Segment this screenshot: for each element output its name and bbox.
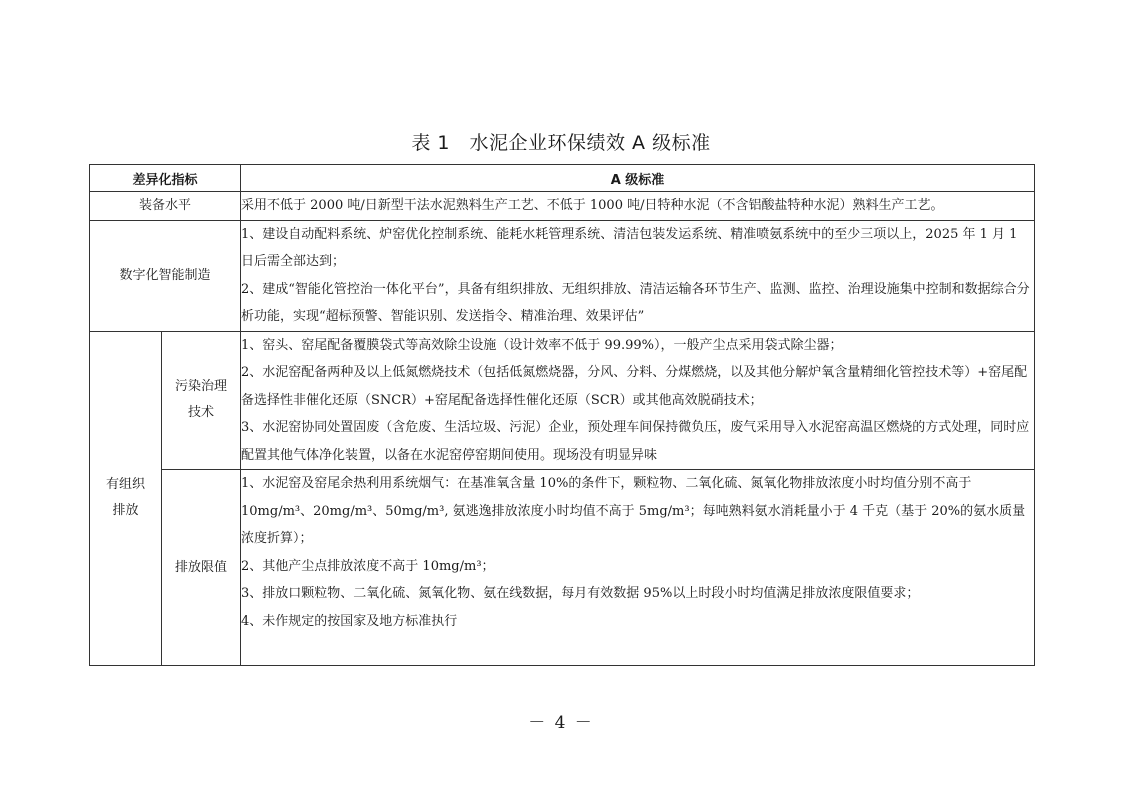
pollution-line-2: 2、水泥窑配备两种及以上低氮燃烧技术（包括低氮燃烧器，分风、分料、分煤燃烧，以及其他分解炉氧含量精细化管控技术等）+窑尾配备选择性非催化还原（SNCR）+窑尾配备选择性催化还原（SCR）或其他高效脱硝技术；: [241, 365, 1028, 408]
table-row-pollution-control: [90, 331, 1035, 470]
emission-line-2: 2、其他产尘点排放浓度不高于 10mg/m³；: [241, 558, 495, 574]
emission-limit-label: 排放限值: [162, 470, 241, 666]
digital-line-2: 2、建成“智能化管控治一体化平台”，具备有组织排放、无组织排放、清洁运输各环节生产、监测、监控、治理设施集中控制和数据综合分析功能，实现“超标预警、智能识别、发送指令、精准治理、效果评估”: [241, 281, 1030, 324]
page-number: － 4 －: [528, 713, 594, 733]
pollution-line-3: 3、水泥窑协同处置固废（含危废、生活垃圾、污泥）企业，预处理车间保持微负压，废气采用导入水泥窑高温区燃烧的方式处理，同时应配置其他气体净化装置，以备在水泥窑停窑期间使用。现场没有明显异味: [241, 420, 1030, 463]
table-row-digital: [90, 220, 1035, 331]
table-row-emission-limit: [90, 470, 1035, 666]
page-title: 表 1 水泥企业环保绩效 A 级标准: [411, 132, 711, 154]
pollution-label-line-1: 污染治理: [175, 379, 228, 395]
organized-label-line-1: 有组织: [105, 477, 145, 493]
digital-label: 数字化智能制造: [90, 220, 241, 331]
pollution-line-1: 1、窑头、窑尾配备覆膜袋式等高效除尘设施（设计效率不低于 99.99%），一般产尘点采用袋式除尘器；: [241, 337, 843, 353]
emission-line-1: 1、水泥窑及窑尾余热利用系统烟气：在基准氧含量 10%的条件下，颗粒物、二氧化硫、氮氧化物排放浓度小时均值分别不高于 10mg/m³、20mg/m³、50mg/m³, 氨逃逸排放浓度小时均值不高于 5mg/m³；每吨熟料氨水消耗量小于 4 千克（基于 20%的氨水质量浓度折算）；: [241, 476, 1026, 546]
pollution-control-content: [241, 331, 1035, 470]
emission-limit-content: [241, 470, 1035, 666]
table-row-equipment: [90, 192, 1035, 221]
equipment-text: 采用不低于 2000 吨/日新型干法水泥熟料生产工艺、不低于 1000 吨/日特种水泥（不含铝酸盐特种水泥）熟料生产工艺。: [241, 192, 1035, 221]
emission-line-3: 3、排放口颗粒物、二氧化硫、氮氧化物、氨在线数据，每月有效数据 95%以上时段小时均值满足排放浓度限值要求；: [241, 586, 920, 601]
digital-content: [241, 220, 1035, 331]
header-indicator: 差异化指标: [90, 165, 241, 192]
pollution-control-label: [162, 331, 241, 470]
emission-line-4: 4、未作规定的按国家及地方标准执行: [241, 613, 458, 629]
table-header-row: [90, 165, 1035, 192]
digital-line-1: 1、建设自动配料系统、炉窑优化控制系统、能耗水耗管理系统、清洁包装发运系统、精准喷氨系统中的至少三项以上，2025 年 1 月 1 日后需全部达到；: [241, 226, 1018, 269]
header-standard: A 级标准: [241, 165, 1035, 192]
organized-label-line-2: 排放: [112, 503, 139, 519]
a-level-standard-table: [89, 164, 1035, 666]
organized-emission-label: [90, 331, 162, 666]
pollution-label-line-2: 技术: [188, 405, 215, 421]
equipment-label: 装备水平: [90, 192, 241, 221]
